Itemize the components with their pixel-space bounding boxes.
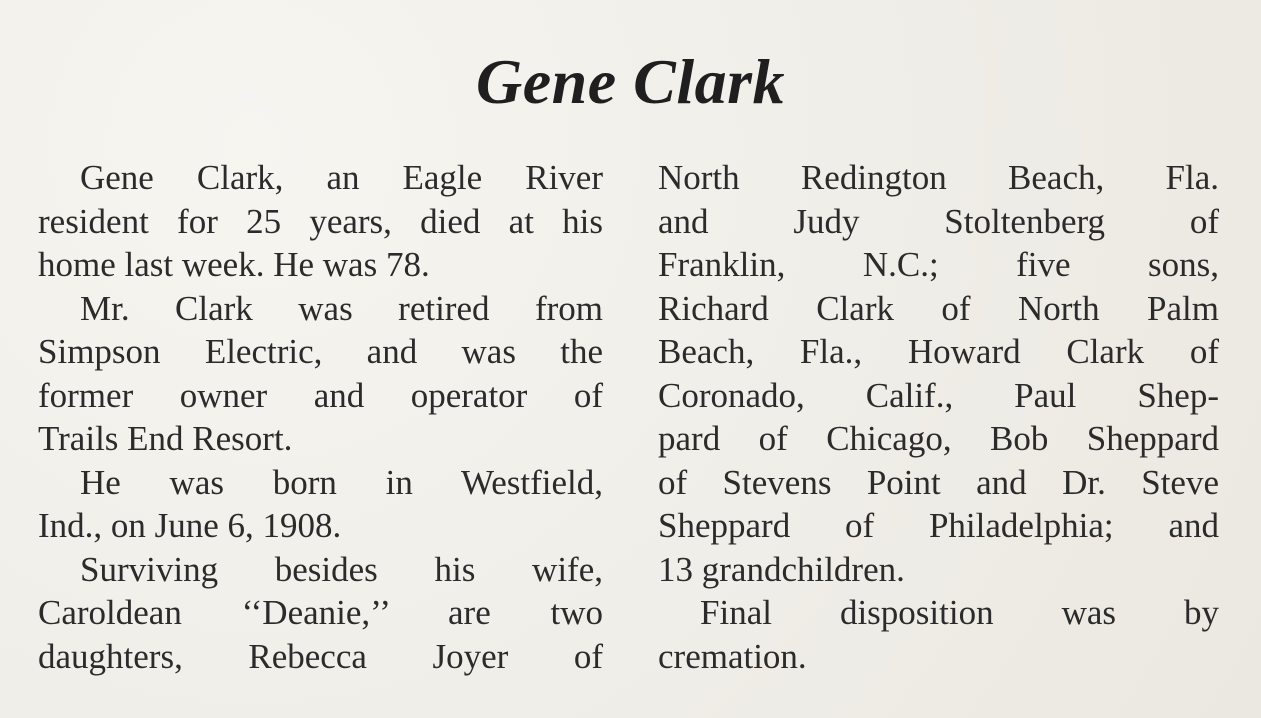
text-line: former owner and operator of — [38, 375, 603, 415]
text-line: of Stevens Point and Dr. Steve — [658, 462, 1219, 502]
text-line: home last week. He was 78. — [38, 245, 430, 284]
text-line: Beach, Fla., Howard Clark of — [658, 332, 1219, 371]
text-line: Gene Clark, an Eagle River — [80, 158, 603, 197]
text-line: resident for 25 years, died at his — [38, 201, 603, 241]
text-line: pard of Chicago, Bob Sheppard — [658, 419, 1219, 458]
text-line: daughters, Rebecca Joyer of — [38, 636, 603, 676]
text-line: Surviving besides his wife, — [80, 549, 603, 589]
text-line: 13 grandchildren. — [658, 549, 905, 589]
text-line: North Redington Beach, Fla. — [658, 158, 1219, 197]
headline: Gene Clark — [476, 46, 785, 117]
text-line: He was born in Westfield, — [80, 462, 603, 502]
text-line: Sheppard of Philadelphia; and — [658, 506, 1219, 545]
text-line: Simpson Electric, and was the — [38, 332, 603, 371]
text-line: Mr. Clark was retired from — [80, 288, 603, 328]
text-line: and Judy Stoltenberg of — [658, 201, 1219, 241]
text-line: Franklin, N.C.; five sons, — [658, 245, 1219, 284]
text-line: Coronado, Calif., Paul Shep- — [658, 375, 1219, 415]
text-line: Trails End Resort. — [38, 419, 293, 458]
text-line: Caroldean ‘‘Deanie,’’ are two — [38, 593, 603, 632]
left-column — [38, 156, 603, 678]
text-line: Final disposition was by — [700, 593, 1219, 632]
right-column — [658, 156, 1219, 678]
text-line: Ind., on June 6, 1908. — [38, 506, 342, 545]
text-line: Richard Clark of North Palm — [658, 288, 1219, 328]
text-line: cremation. — [658, 636, 807, 676]
